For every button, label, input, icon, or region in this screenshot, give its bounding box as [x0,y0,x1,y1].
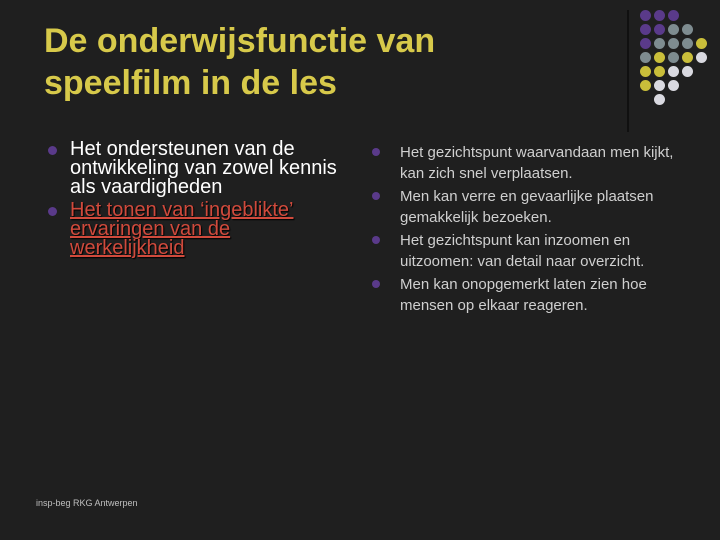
bullet-text: Men kan verre en gevaarlijke plaatsen gemakkelijk bezoeken. [400,188,654,226]
decorative-dot [654,24,665,35]
footer-text: insp-beg RKG Antwerpen [36,498,138,508]
decorative-dot [668,10,679,21]
decorative-dot [668,80,679,91]
hyperlink-text[interactable]: Het tonen van ‘ingeblikte’ ervaringen van de werkelijkheid [70,199,294,259]
decorative-dot [668,24,679,35]
decorative-dot [640,38,651,49]
decorative-dot [696,38,707,49]
decorative-dot [682,66,693,77]
decorative-dot [640,52,651,63]
bullet-text: Het ondersteunen van de ontwikkeling van zowel kennis als vaardigheden [70,138,337,198]
left-bullet-list [48,140,348,262]
decorative-dot [668,38,679,49]
bullet-icon [48,207,57,216]
decorative-divider [627,10,629,132]
decorative-dot [654,66,665,77]
list-item [372,186,682,228]
decorative-dot [654,38,665,49]
decorative-dot [640,24,651,35]
list-item [372,142,682,184]
decorative-dot [682,38,693,49]
decorative-dot [682,24,693,35]
bullet-text: Het gezichtspunt kan inzoomen en uitzoomen: van detail naar overzicht. [400,232,645,270]
decorative-dot [696,52,707,63]
bullet-icon [372,236,380,244]
decorative-dot [668,66,679,77]
decorative-dot [654,94,665,105]
decorative-dot [654,52,665,63]
decorative-dot [668,52,679,63]
slide-title [44,20,604,104]
decorative-dot [640,80,651,91]
bullet-icon [48,146,57,155]
title-line-2: speelfilm in de les [44,64,337,102]
bullet-text: Men kan onopgemerkt laten zien hoe mensen op elkaar reageren. [400,276,647,314]
list-item [48,140,348,197]
bullet-icon [372,192,380,200]
bullet-icon [372,280,380,288]
decorative-dot [682,52,693,63]
decorative-dot [640,66,651,77]
title-line-1: De onderwijsfunctie van [44,22,436,60]
bullet-text: Het gezichtspunt waarvandaan men kijkt, kan zich snel verplaatsen. [400,144,674,182]
bullet-icon [372,148,380,156]
decorative-dot [654,80,665,91]
decorative-dot [640,10,651,21]
decorative-dot [654,10,665,21]
list-item[interactable] [48,201,348,258]
list-item [372,274,682,316]
right-bullet-list [372,142,682,318]
list-item [372,230,682,272]
